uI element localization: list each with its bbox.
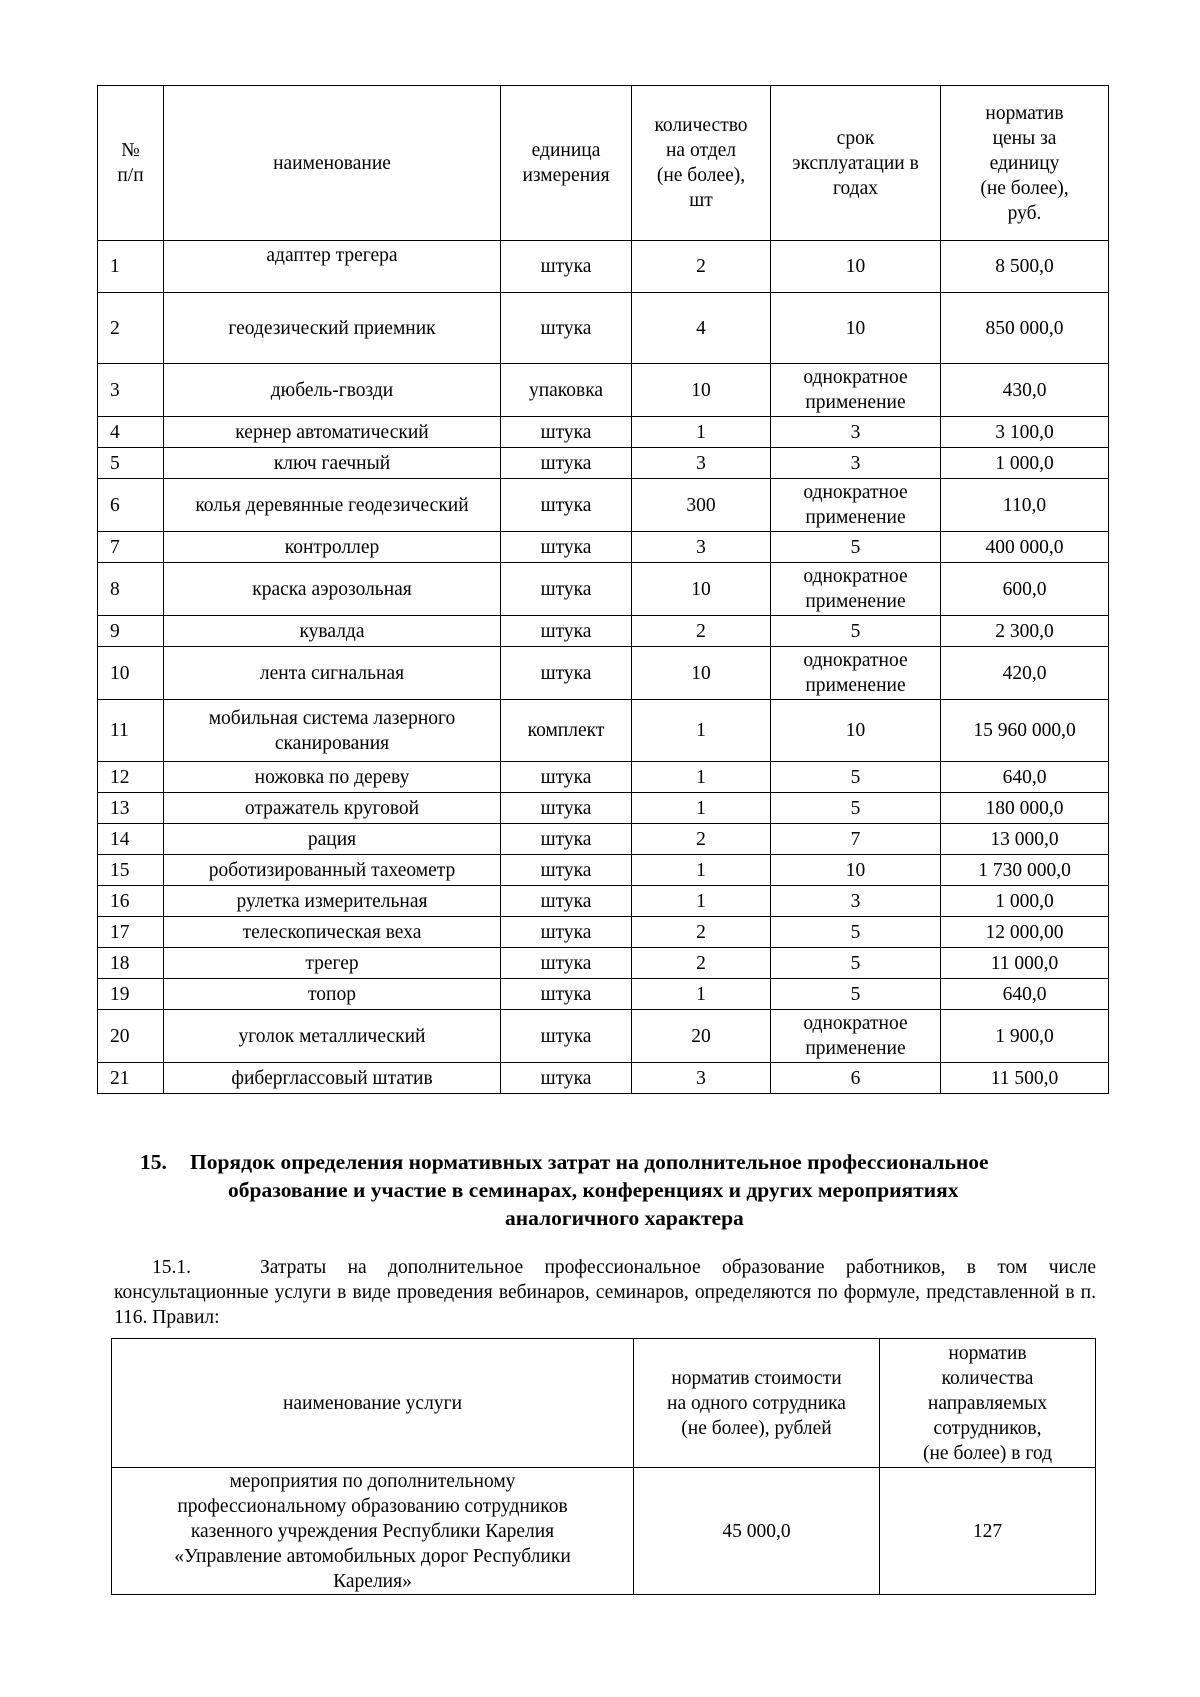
table-row <box>98 855 1109 886</box>
cell-num: 8 <box>98 563 164 616</box>
cell-term: 5 <box>771 917 941 948</box>
table-row <box>98 448 1109 479</box>
cell-term: 5 <box>771 979 941 1010</box>
cell-name: колья деревянные геодезический <box>164 479 501 532</box>
cell-quantity: 1 <box>632 762 771 793</box>
table-row <box>98 479 1109 532</box>
cell-term: 10 <box>771 241 941 293</box>
table-row <box>98 793 1109 824</box>
cell-quantity: 1 <box>632 793 771 824</box>
table-row <box>98 417 1109 448</box>
cell-num: 13 <box>98 793 164 824</box>
cell-term: 3 <box>771 417 941 448</box>
cell-price: 400 000,0 <box>941 532 1109 563</box>
cell-unit: штука <box>501 855 632 886</box>
cell-quantity: 2 <box>632 616 771 647</box>
cell-quantity: 2 <box>632 948 771 979</box>
cell-quantity: 4 <box>632 293 771 364</box>
cell-price: 600,0 <box>941 563 1109 616</box>
cell-price: 850 000,0 <box>941 293 1109 364</box>
paragraph-number: 15.1. <box>152 1257 191 1278</box>
table-row <box>98 616 1109 647</box>
cell-name: кернер автоматический <box>164 417 501 448</box>
cell-num: 19 <box>98 979 164 1010</box>
table-row <box>98 824 1109 855</box>
equipment-norms-table <box>97 85 1109 1094</box>
cell-unit: штука <box>501 886 632 917</box>
section-title-line-1: Порядок определения нормативных затрат на дополнительное профессиональное <box>190 1150 989 1174</box>
cell-num: 16 <box>98 886 164 917</box>
cell-quantity: 3 <box>632 532 771 563</box>
cell-unit: штука <box>501 616 632 647</box>
cell-cost: 45 000,0 <box>634 1468 880 1595</box>
table-row <box>98 293 1109 364</box>
cell-price: 640,0 <box>941 979 1109 1010</box>
cell-num: 2 <box>98 293 164 364</box>
cell-unit: штука <box>501 948 632 979</box>
cell-quantity: 10 <box>632 647 771 700</box>
cell-term: 5 <box>771 616 941 647</box>
cell-term: 5 <box>771 793 941 824</box>
cell-name: кувалда <box>164 616 501 647</box>
table-row <box>98 364 1109 417</box>
cell-num: 4 <box>98 417 164 448</box>
cell-quantity: 1 <box>632 700 771 762</box>
cell-price: 180 000,0 <box>941 793 1109 824</box>
table-row <box>98 886 1109 917</box>
table-row <box>98 563 1109 616</box>
table-row <box>98 917 1109 948</box>
cell-term: 7 <box>771 824 941 855</box>
paragraph-15-1 <box>114 1255 1096 1330</box>
table-row <box>98 647 1109 700</box>
cell-unit: штука <box>501 793 632 824</box>
cell-quantity: 3 <box>632 1063 771 1094</box>
table-row <box>98 948 1109 979</box>
cell-num: 3 <box>98 364 164 417</box>
cell-unit: штука <box>501 448 632 479</box>
cell-price: 110,0 <box>941 479 1109 532</box>
cell-term: однократное применение <box>771 479 941 532</box>
cell-quantity: 10 <box>632 563 771 616</box>
cell-quantity: 3 <box>632 448 771 479</box>
cell-price: 430,0 <box>941 364 1109 417</box>
cell-price: 2 300,0 <box>941 616 1109 647</box>
cell-name: фиберглассовый штатив <box>164 1063 501 1094</box>
cell-num: 12 <box>98 762 164 793</box>
cell-name: контроллер <box>164 532 501 563</box>
cell-term: однократное применение <box>771 563 941 616</box>
cell-price: 3 100,0 <box>941 417 1109 448</box>
cell-price: 640,0 <box>941 762 1109 793</box>
cell-price: 1 730 000,0 <box>941 855 1109 886</box>
cell-unit: штука <box>501 762 632 793</box>
header-count: норматив количества направляемых сотрудников, (не более) в год <box>880 1339 1096 1468</box>
section-title-line-2: образование и участие в семинарах, конференциях и других мероприятиях <box>228 1178 959 1202</box>
cell-name: трегер <box>164 948 501 979</box>
training-table-row <box>112 1468 1096 1595</box>
cell-unit: штука <box>501 293 632 364</box>
table-row <box>98 762 1109 793</box>
cell-term: однократное применение <box>771 647 941 700</box>
cell-name: отражатель круговой <box>164 793 501 824</box>
paragraph-text: Затраты на дополнительное профессиональное образование работников, в том числе консультационные услуги в виде проведения вебинаров, семинаров, определяются по формуле, представленной в п. 116. Правил: <box>114 1257 1096 1328</box>
table-row <box>98 241 1109 293</box>
cell-unit: штука <box>501 532 632 563</box>
cell-num: 7 <box>98 532 164 563</box>
cell-price: 13 000,0 <box>941 824 1109 855</box>
cell-num: 9 <box>98 616 164 647</box>
header-num: № п/п <box>98 86 164 241</box>
cell-num: 5 <box>98 448 164 479</box>
cell-price: 11 000,0 <box>941 948 1109 979</box>
cell-quantity: 20 <box>632 1010 771 1063</box>
cell-name: топор <box>164 979 501 1010</box>
cell-unit: упаковка <box>501 364 632 417</box>
cell-name: телескопическая веха <box>164 917 501 948</box>
cell-name: адаптер трегера <box>164 241 501 293</box>
cell-quantity: 1 <box>632 979 771 1010</box>
training-norms-table <box>111 1338 1096 1595</box>
cell-unit: штука <box>501 647 632 700</box>
cell-unit: штука <box>501 241 632 293</box>
cell-quantity: 1 <box>632 886 771 917</box>
cell-price: 1 000,0 <box>941 448 1109 479</box>
cell-term: однократное применение <box>771 1010 941 1063</box>
cell-unit: штука <box>501 1063 632 1094</box>
cell-name: ключ гаечный <box>164 448 501 479</box>
cell-unit: штука <box>501 417 632 448</box>
header-name: наименование <box>164 86 501 241</box>
cell-term: однократное применение <box>771 364 941 417</box>
cell-name: лента сигнальная <box>164 647 501 700</box>
cell-term: 3 <box>771 886 941 917</box>
cell-price: 12 000,00 <box>941 917 1109 948</box>
table-row <box>98 1010 1109 1063</box>
cell-price: 15 960 000,0 <box>941 700 1109 762</box>
cell-quantity: 1 <box>632 417 771 448</box>
cell-name: мобильная система лазерного сканирования <box>164 700 501 762</box>
cell-term: 10 <box>771 700 941 762</box>
cell-term: 10 <box>771 293 941 364</box>
cell-term: 6 <box>771 1063 941 1094</box>
header-term: срок эксплуатации в годах <box>771 86 941 241</box>
cell-num: 10 <box>98 647 164 700</box>
cell-name: краска аэрозольная <box>164 563 501 616</box>
table-header-row <box>98 86 1109 241</box>
table-row <box>98 532 1109 563</box>
cell-term: 5 <box>771 948 941 979</box>
cell-num: 6 <box>98 479 164 532</box>
cell-unit: штука <box>501 824 632 855</box>
header-quantity: количество на отдел (не более), шт <box>632 86 771 241</box>
cell-unit: штука <box>501 479 632 532</box>
cell-name: рация <box>164 824 501 855</box>
cell-num: 11 <box>98 700 164 762</box>
cell-price: 1 900,0 <box>941 1010 1109 1063</box>
cell-unit: штука <box>501 563 632 616</box>
table-row <box>98 979 1109 1010</box>
cell-name: уголок металлический <box>164 1010 501 1063</box>
header-price: норматив цены за единицу (не более), руб. <box>941 86 1109 241</box>
cell-unit: штука <box>501 917 632 948</box>
cell-price: 1 000,0 <box>941 886 1109 917</box>
cell-unit: штука <box>501 979 632 1010</box>
cell-num: 21 <box>98 1063 164 1094</box>
section-number: 15. <box>140 1150 167 1174</box>
header-cost: норматив стоимости на одного сотрудника (не более), рублей <box>634 1339 880 1468</box>
section-title-line-3: аналогичного характера <box>505 1206 744 1230</box>
header-service: наименование услуги <box>112 1339 634 1468</box>
cell-quantity: 2 <box>632 917 771 948</box>
cell-quantity: 1 <box>632 855 771 886</box>
cell-name: геодезический приемник <box>164 293 501 364</box>
cell-quantity: 300 <box>632 479 771 532</box>
cell-price: 420,0 <box>941 647 1109 700</box>
cell-name: рулетка измерительная <box>164 886 501 917</box>
cell-unit: штука <box>501 1010 632 1063</box>
cell-num: 17 <box>98 917 164 948</box>
cell-count: 127 <box>880 1468 1096 1595</box>
cell-price: 8 500,0 <box>941 241 1109 293</box>
table-row <box>98 1063 1109 1094</box>
cell-term: 10 <box>771 855 941 886</box>
cell-term: 3 <box>771 448 941 479</box>
training-table-header-row <box>112 1339 1096 1468</box>
cell-unit: комплект <box>501 700 632 762</box>
cell-quantity: 2 <box>632 824 771 855</box>
cell-quantity: 2 <box>632 241 771 293</box>
cell-service: мероприятия по дополнительному профессиональному образованию сотрудников казенного учреждения Республики Карелия «Управление автомобильных дорог Республики Карелия» <box>112 1468 634 1595</box>
cell-num: 14 <box>98 824 164 855</box>
cell-term: 5 <box>771 762 941 793</box>
cell-quantity: 10 <box>632 364 771 417</box>
header-unit: единица измерения <box>501 86 632 241</box>
table-row <box>98 700 1109 762</box>
cell-num: 1 <box>98 241 164 293</box>
cell-num: 18 <box>98 948 164 979</box>
cell-price: 11 500,0 <box>941 1063 1109 1094</box>
cell-term: 5 <box>771 532 941 563</box>
cell-name: роботизированный тахеометр <box>164 855 501 886</box>
cell-name: дюбель-гвозди <box>164 364 501 417</box>
cell-num: 15 <box>98 855 164 886</box>
cell-num: 20 <box>98 1010 164 1063</box>
cell-name: ножовка по дереву <box>164 762 501 793</box>
